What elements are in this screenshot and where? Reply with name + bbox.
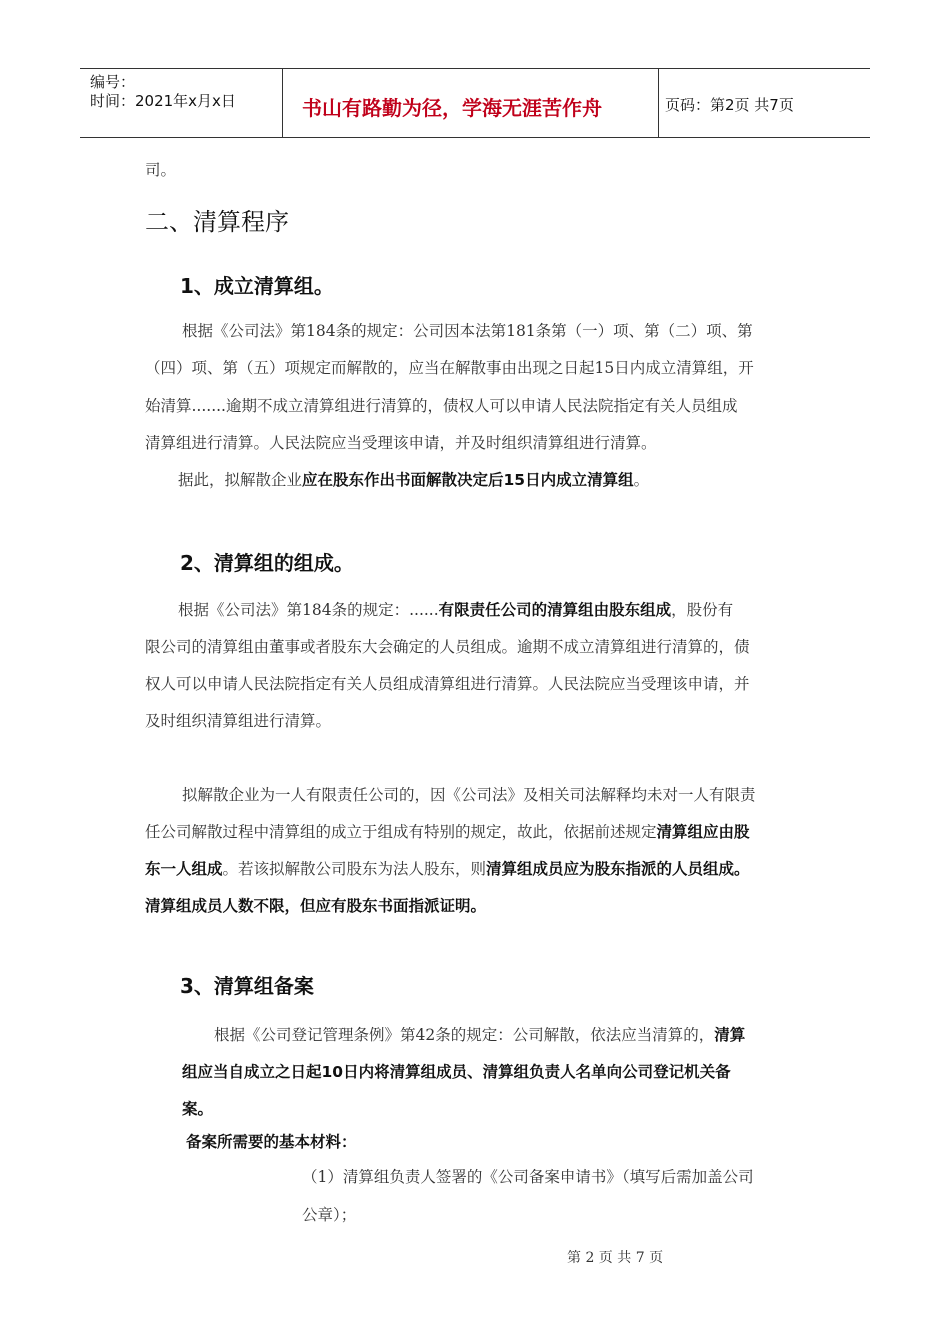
s2-p2-emphasis: 清算组成员应为股东指派的人员组成。 bbox=[486, 860, 750, 878]
section-title: 二、清算程序 bbox=[145, 208, 289, 236]
s2-p2-emphasis: 清算组应由股 bbox=[656, 823, 750, 841]
s1-p1-line: 根据《公司法》第184条的规定：公司因本法第181条第（一）项、第（二）项、第 bbox=[182, 322, 753, 340]
s3-p1-line bbox=[182, 1091, 213, 1129]
s2-p2-text: 。若该拟解散公司股东为法人股东，则 bbox=[222, 860, 487, 878]
header-motto: 书山有路勤为径，学海无涯苦作舟 bbox=[302, 96, 602, 120]
subsection-2-title: 2、清算组的组成。 bbox=[180, 551, 354, 575]
carry-over-text: 司。 bbox=[145, 161, 177, 179]
s1-p2-emphasis: 应在股东作出书面解散决定后15日内成立清算组 bbox=[302, 471, 634, 489]
s3-p1-emphasis: 组应当自成立之日起10日内将清算组成员、清算组负责人名单向公司登记机关备 bbox=[182, 1063, 731, 1081]
s2-p1-line: 限公司的清算组由董事或者股东大会确定的人员组成。逾期不成立清算组进行清算的，债 bbox=[145, 638, 750, 656]
s2-p2-line bbox=[145, 851, 750, 889]
s2-p1-text: ，股份有 bbox=[671, 601, 734, 619]
header-number-label: 编号： bbox=[90, 73, 136, 91]
s2-p1-line: 权人可以申请人民法院指定有关人员组成清算组进行清算。人民法院应当受理该申请，并 bbox=[145, 675, 750, 693]
s2-p1-line bbox=[178, 592, 733, 630]
subsection-1-title: 1、成立清算组。 bbox=[180, 274, 334, 298]
s1-p1-line: 清算组进行清算。人民法院应当受理该申请，并及时组织清算组进行清算。 bbox=[145, 434, 657, 452]
s2-p1-line: 及时组织清算组进行清算。 bbox=[145, 712, 332, 730]
header-page-label: 页码：第2页 共7页 bbox=[665, 96, 794, 114]
s2-p2-emphasis: 清算组成员人数不限，但应有股东书面指派证明。 bbox=[145, 897, 487, 915]
s2-p2-line bbox=[145, 814, 750, 852]
s2-p1-text: 根据《公司法》第184条的规定：...... bbox=[178, 601, 439, 619]
s1-p1-line: （四）项、第（五）项规定而解散的，应当在解散事由出现之日起15日内成立清算组，开 bbox=[145, 359, 754, 377]
s3-p1-line bbox=[182, 1054, 731, 1092]
s1-p2-end: 。 bbox=[633, 471, 650, 489]
s2-p2-line: 拟解散企业为一人有限责任公司的，因《公司法》及相关司法解释均未对一人有限责 bbox=[182, 786, 756, 804]
s2-p1-emphasis: 有限责任公司的清算组由股东组成 bbox=[438, 601, 672, 619]
header-time-label: 时间：2021年x月x日 bbox=[90, 92, 236, 110]
material-item: （1）清算组负责人签署的《公司备案申请书》（填写后需加盖公司 bbox=[302, 1168, 754, 1186]
s1-p2 bbox=[178, 462, 649, 500]
header-divider bbox=[658, 69, 659, 137]
s3-p1-text: 根据《公司登记管理条例》第42条的规定：公司解散，依法应当清算的， bbox=[214, 1026, 715, 1044]
s2-p2-emphasis: 东一人组成 bbox=[145, 860, 223, 878]
s3-p1-line bbox=[214, 1017, 745, 1055]
s3-p1-emphasis: 案。 bbox=[182, 1100, 214, 1118]
subsection-3-title: 3、清算组备案 bbox=[180, 974, 314, 998]
s1-p1-line: 始清算.......逾期不成立清算组进行清算的，债权人可以申请人民法院指定有关人员组成 bbox=[145, 397, 738, 415]
s3-p1-emphasis: 清算 bbox=[714, 1026, 746, 1044]
material-item: 公章）； bbox=[302, 1206, 357, 1224]
header-divider bbox=[282, 69, 283, 137]
s2-p2-line bbox=[145, 888, 486, 926]
page-footer: 第 2 页 共 7 页 bbox=[567, 1250, 664, 1266]
s2-p2-text: 任公司解散过程中清算组的成立于组成有特别的规定，故此，依据前述规定 bbox=[145, 823, 657, 841]
s1-p2-text: 据此，拟解散企业 bbox=[178, 471, 303, 489]
materials-label: 备案所需要的基本材料： bbox=[186, 1133, 357, 1151]
